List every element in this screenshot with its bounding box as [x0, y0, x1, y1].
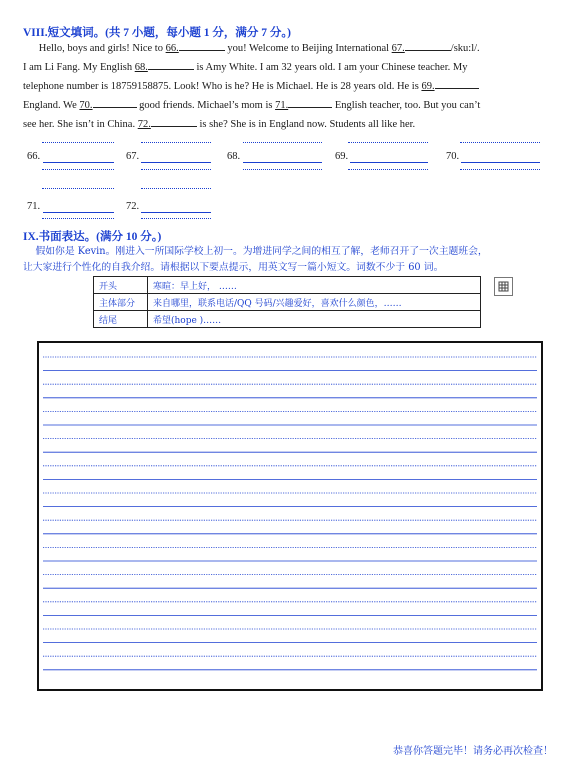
tips-row-body: [94, 294, 481, 311]
tips-content: 来自哪里，联系电话/QQ 号码/兴趣爱好，喜欢什么颜色，……: [148, 294, 481, 311]
blank-68[interactable]: [148, 69, 194, 70]
answer-dotted-line: [460, 142, 540, 143]
answer-line-66[interactable]: [43, 162, 114, 163]
writing-prompt: [23, 244, 558, 276]
blank-67[interactable]: [405, 50, 451, 51]
answer-line-69[interactable]: [350, 162, 428, 163]
answer-dotted-line: [42, 169, 114, 170]
tips-part: 结尾: [94, 311, 148, 328]
answer-label-68: 68.: [227, 151, 241, 162]
grid-table-icon[interactable]: [494, 277, 513, 296]
answer-label-67: 67.: [126, 151, 140, 162]
tips-part: 主体部分: [94, 294, 148, 311]
writing-answer-box[interactable]: [37, 341, 543, 691]
answer-label-69: 69.: [335, 151, 349, 162]
tips-content: 希望(hope )……: [148, 311, 481, 328]
passage-line-5: see her. She isn’t in China. 72. is she? She is in England now. Students all like her.: [23, 119, 416, 130]
blank-70[interactable]: [93, 107, 137, 108]
prompt-line-2: 让大家进行个性化的自我介绍。请根据以下要点提示，用英文写一篇小短文。词数不少于 60 词。: [23, 262, 444, 273]
tips-part: 开头: [94, 277, 148, 294]
answer-dotted-line: [348, 142, 428, 143]
answer-label-70: 70.: [446, 151, 460, 162]
answer-dotted-line: [42, 188, 114, 189]
blank-71[interactable]: [288, 107, 332, 108]
passage-line-2: I am Li Fang. My English 68. is Amy White. I am 32 years old. I am your Chinese teacher. My: [23, 62, 468, 73]
blank-69[interactable]: [435, 88, 479, 89]
answer-dotted-line: [141, 188, 211, 189]
tips-content: 寒暄：早上好， ……: [148, 277, 481, 294]
passage-line-3: telephone number is 18759158875. Look! Who is he? He is Michael. He is 28 years old. He is 69.: [23, 77, 553, 96]
blank-66-label: 66.: [165, 43, 179, 54]
answer-line-70[interactable]: [461, 162, 540, 163]
passage-line-1: Hello, boys and girls! Nice to 66. you! Welcome to Beijing International 67. /sku:l/.: [38, 43, 480, 54]
blank-67-label: 67.: [391, 43, 405, 54]
blank-69-label: 69.: [421, 81, 435, 92]
cloze-passage: [23, 39, 553, 134]
writing-tips-table: [93, 276, 481, 328]
blank-68-label: 68.: [134, 62, 148, 73]
answer-dotted-line: [243, 169, 322, 170]
blank-71-label: 71.: [275, 100, 289, 111]
blank-70-label: 70.: [79, 100, 93, 111]
answer-dotted-line: [348, 169, 428, 170]
answer-dotted-line: [243, 142, 322, 143]
answer-dotted-line: [42, 142, 114, 143]
answer-dotted-line: [141, 218, 211, 219]
answer-line-71[interactable]: [43, 212, 114, 213]
answer-dotted-line: [141, 142, 211, 143]
prompt-line-1: 假如你是 Kevin。刚进入一所国际学校上初一。为增进同学之间的相互了解，老师召开了一次主题班会，: [35, 246, 488, 257]
writing-lines: [39, 343, 541, 689]
answer-dotted-line: [141, 169, 211, 170]
answer-line-72[interactable]: [141, 212, 211, 213]
section-9-heading: IX.书面表达。(满分 10 分。): [23, 231, 162, 243]
answer-label-71: 71.: [27, 201, 41, 212]
blank-72-label: 72.: [137, 119, 151, 130]
footer-message: 恭喜你答题完毕！请务必再次检查！: [393, 746, 553, 757]
blank-72[interactable]: [151, 126, 197, 127]
tips-row-ending: [94, 311, 481, 328]
blank-66[interactable]: [179, 50, 225, 51]
answer-line-68[interactable]: [243, 162, 322, 163]
tips-row-opening: [94, 277, 481, 294]
answer-label-72: 72.: [126, 201, 140, 212]
passage-line-4: England. We 70. good friends. Michael’s mom is 71. English teacher, too. But you can’t: [23, 100, 481, 111]
answer-label-66: 66.: [27, 151, 41, 162]
answer-line-67[interactable]: [141, 162, 211, 163]
section-8-heading: VIII.短文填词。(共 7 小题，每小题 1 分，满分 7 分。): [23, 27, 292, 39]
answer-dotted-line: [42, 218, 114, 219]
answer-dotted-line: [460, 169, 540, 170]
